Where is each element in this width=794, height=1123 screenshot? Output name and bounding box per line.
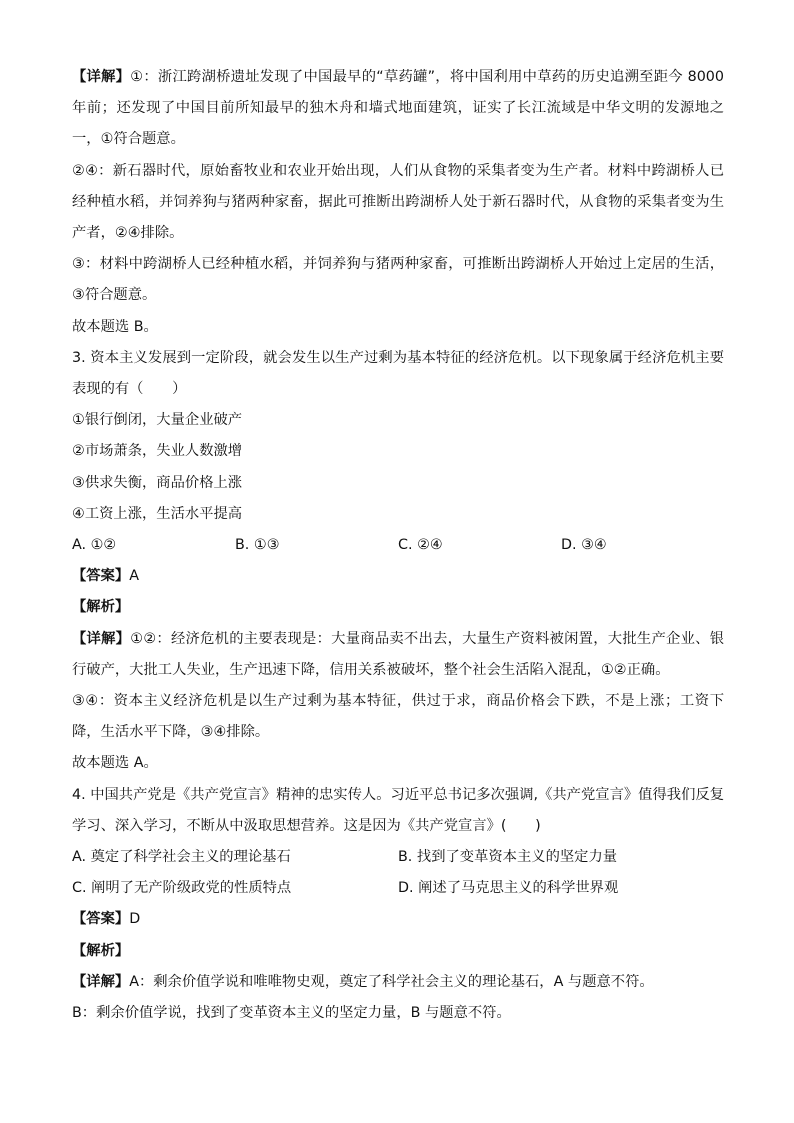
q4-detail-1: 【详解】A：剩余价值学说和唯唯物史观，奠定了科学社会主义的理论基石，A 与题意不符。 <box>72 973 654 990</box>
q3-detail-2: ③④：资本主义经济危机是以生产过剩为基本特征，供过于求，商品价格会下跌，不是上涨；工资下降，生活水平下降，③④排除。 <box>72 693 724 741</box>
detail-label: 【详解】 <box>72 630 131 647</box>
q4-detail-2: B：剩余价值学说，找到了变革资本主义的坚定力量，B 与题意不符。 <box>72 1005 511 1022</box>
q4-stem: 4. 中国共产党是《共产党宣言》精神的忠实传人。习近平总书记多次强调,《共产党宣言》值得我们反复学习、深入学习，不断从中汲取思想营养。这是因为《共产党宣言》( ) <box>72 786 724 834</box>
q3-conclusion: 故本题选 A。 <box>72 755 158 772</box>
q4-option-c: C. 阐明了无产阶级政党的性质特点 <box>72 880 292 897</box>
q2-detail-3: ③：材料中跨湖桥人已经种植水稻，并饲养狗与猪两种家畜，可推断出跨湖桥人开始过上定居的生活，③符合题意。 <box>72 256 724 304</box>
q4-option-a: A. 奠定了科学社会主义的理论基石 <box>72 849 291 866</box>
q4-option-b: B. 找到了变革资本主义的坚定力量 <box>398 849 618 866</box>
answer-value: D <box>129 911 141 928</box>
q3-item-4: ④工资上涨，生活水平提高 <box>72 505 243 522</box>
q3-item-1: ①银行倒闭，大量企业破产 <box>72 412 243 429</box>
q3-item-3: ③供求失衡，商品价格上涨 <box>72 474 243 491</box>
q3-analysis-label: 【解析】 <box>72 599 130 616</box>
q4-options-row-2 <box>72 873 724 904</box>
q3-detail-1: 【详解】①②：经济危机的主要表现是：大量商品卖不出去，大量生产资料被闲置，大批生产企业、银行破产，大批工人失业，生产迅速下降，信用关系被破坏，整个社会生活陷入混乱，①②正确。 <box>72 630 724 678</box>
q4-options-row-1 <box>72 842 724 873</box>
q3-option-d: D. ③④ <box>561 537 607 554</box>
detail-label: 【详解】 <box>72 69 131 85</box>
q2-conclusion: 故本题选 B。 <box>72 318 158 335</box>
answer-label: 【答案】 <box>72 911 130 928</box>
answer-label: 【答案】 <box>72 568 130 585</box>
q3-options <box>72 530 724 561</box>
q3-item-2: ②市场萧条，失业人数激增 <box>72 443 243 460</box>
q2-detail-1: 【详解】①：浙江跨湖桥遗址发现了中国最早的“草药罐”，将中国利用中草药的历史追溯至距今 8000 年前；还发现了中国目前所知最早的独木舟和墙式地面建筑，证实了长江流域是中华文明的发源地之一，①符合题意。 <box>72 69 725 148</box>
q4-analysis-label: 【解析】 <box>72 942 130 959</box>
q3-answer <box>72 561 724 592</box>
q2-detail-2: ②④：新石器时代，原始畜牧业和农业开始出现，人们从食物的采集者变为生产者。材料中跨湖桥人已经种植水稻，并饲养狗与猪两种家畜，据此可推断出跨湖桥人处于新石器时代，从食物的采集者变为生产者，②④排除。 <box>72 162 724 242</box>
q3-option-b: B. ①③ <box>235 537 280 554</box>
detail-label: 【详解】 <box>72 973 130 990</box>
q4-option-d: D. 阐述了马克思主义的科学世界观 <box>398 880 619 897</box>
answer-value: A <box>129 568 139 585</box>
document-page <box>72 62 724 1029</box>
q3-stem: 3. 资本主义发展到一定阶段，就会发生以生产过剩为基本特征的经济危机。以下现象属于经济危机主要表现的有（ ） <box>72 349 724 398</box>
q4-answer <box>72 904 724 935</box>
q3-option-a: A. ①② <box>72 537 117 554</box>
q3-option-c: C. ②④ <box>398 537 443 554</box>
